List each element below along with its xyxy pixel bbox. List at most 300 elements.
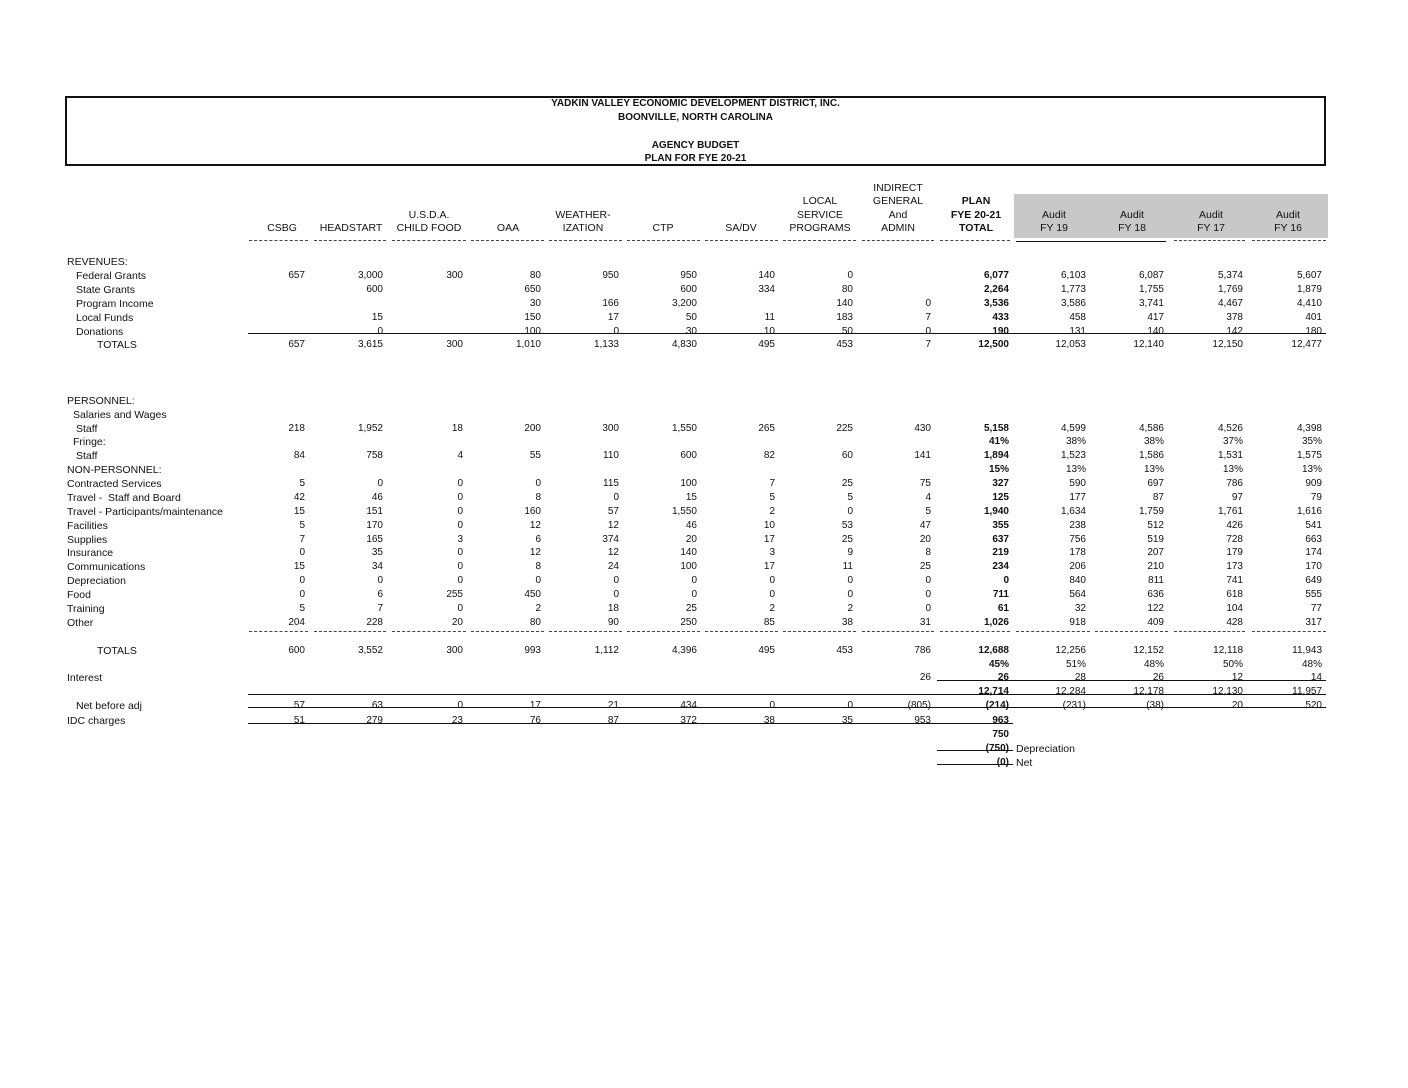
rule-line [549, 240, 622, 241]
rule-line [705, 631, 778, 632]
table-cell: 13% [1222, 464, 1243, 475]
table-cell: 8 [535, 492, 541, 503]
report-subtitle: PLAN FOR FYE 20-21 [644, 153, 747, 164]
rule-line [937, 750, 1013, 751]
table-cell: 458 [1069, 312, 1086, 323]
table-cell: 183 [836, 312, 853, 323]
table-cell: 0 [925, 575, 931, 586]
table-cell: 61 [997, 603, 1009, 614]
table-cell: 4,526 [1217, 423, 1243, 434]
table-cell: 12,130 [1212, 686, 1243, 697]
table-cell: 12,477 [1291, 339, 1322, 350]
table-cell: 409 [1147, 617, 1164, 628]
table-cell: 100 [680, 561, 697, 572]
table-cell: 24 [607, 561, 619, 572]
table-cell: 38 [763, 715, 775, 726]
table-cell: 250 [680, 617, 697, 628]
table-cell: 26 [1152, 672, 1164, 683]
table-cell: 180 [1305, 326, 1322, 337]
table-cell: 0 [377, 326, 383, 337]
rule-line [471, 631, 544, 632]
table-cell: 32 [1074, 603, 1086, 614]
table-cell: 1,575 [1296, 450, 1322, 461]
rule-line [940, 631, 1010, 632]
table-cell: 3 [769, 547, 775, 558]
table-cell: 0 [925, 589, 931, 600]
row-label: Food [67, 589, 91, 601]
table-cell: (231) [1062, 700, 1086, 711]
table-cell: 38% [1065, 436, 1086, 447]
table-cell: 7 [925, 339, 931, 350]
rule-line [314, 240, 386, 241]
table-cell: 0 [925, 603, 931, 614]
row-note: Net [1016, 757, 1033, 769]
table-cell: 5 [299, 478, 305, 489]
table-cell: 80 [841, 284, 853, 295]
table-cell: 374 [602, 534, 619, 545]
table-cell: 3,552 [357, 645, 383, 656]
row-label: IDC charges [67, 715, 126, 727]
table-cell: 0 [457, 506, 463, 517]
table-cell: 3,741 [1138, 298, 1164, 309]
table-cell: 1,879 [1296, 284, 1322, 295]
column-header: WEATHER- IZATION [555, 208, 611, 235]
table-cell: 3,000 [357, 270, 383, 281]
row-label: Depreciation [67, 575, 126, 587]
table-cell: 38% [1143, 436, 1164, 447]
table-cell: 600 [288, 645, 305, 656]
row-label: Federal Grants [76, 270, 147, 282]
table-cell: 50 [685, 312, 697, 323]
column-header: CTP [652, 222, 674, 235]
table-cell: 122 [1147, 603, 1164, 614]
rule-line [392, 631, 466, 632]
rule-line [862, 631, 934, 632]
table-cell: 317 [1305, 617, 1322, 628]
table-cell: 3,586 [1060, 298, 1086, 309]
table-cell: 173 [1226, 561, 1243, 572]
org-name: YADKIN VALLEY ECONOMIC DEVELOPMENT DISTRICT, INC. [551, 98, 840, 109]
rule-line [627, 631, 700, 632]
rule-line [1095, 631, 1168, 632]
table-cell: 5 [769, 492, 775, 503]
row-label: Staff [76, 423, 98, 435]
table-cell: 520 [1305, 700, 1322, 711]
column-header: HEADSTART [319, 222, 383, 235]
table-cell: 190 [992, 326, 1009, 337]
table-cell: 12 [1231, 672, 1243, 683]
table-cell: 0 [457, 520, 463, 531]
table-cell: 55 [529, 450, 541, 461]
table-cell: 38 [841, 617, 853, 628]
table-cell: 1,523 [1060, 450, 1086, 461]
table-cell: 23 [451, 715, 463, 726]
table-cell: 355 [992, 520, 1009, 531]
table-cell: 20 [685, 534, 697, 545]
table-cell: 600 [366, 284, 383, 295]
report-title: AGENCY BUDGET [651, 140, 740, 151]
table-cell: 25 [685, 603, 697, 614]
table-cell: 1,616 [1296, 506, 1322, 517]
table-cell: 30 [685, 326, 697, 337]
row-label: Local Funds [76, 312, 134, 324]
rule-line [248, 333, 1326, 334]
table-cell: 77 [1310, 603, 1322, 614]
table-cell: 13% [1143, 464, 1164, 475]
rule-line [783, 240, 856, 241]
table-cell: 265 [758, 423, 775, 434]
rule-line [705, 240, 778, 241]
table-cell: 12 [529, 520, 541, 531]
table-cell: 3,536 [983, 298, 1009, 309]
table-cell: 204 [288, 617, 305, 628]
table-cell: 5,374 [1217, 270, 1243, 281]
table-cell: 82 [763, 450, 775, 461]
table-cell: 210 [1147, 561, 1164, 572]
row-label: Communications [67, 561, 146, 573]
table-cell: 80 [529, 270, 541, 281]
table-cell: 45% [988, 659, 1009, 670]
table-cell: 950 [602, 270, 619, 281]
table-cell: 51% [1065, 659, 1086, 670]
row-label: Travel - Staff and Board [67, 492, 181, 504]
row-label: Fringe: [73, 436, 106, 448]
table-cell: 3 [457, 534, 463, 545]
table-cell: 6,087 [1138, 270, 1164, 281]
table-cell: 0 [769, 700, 775, 711]
table-cell: 0 [299, 547, 305, 558]
table-cell: 206 [1069, 561, 1086, 572]
column-header: Audit FY 19 [1040, 208, 1068, 235]
table-cell: 450 [524, 589, 541, 600]
rule-line [783, 631, 856, 632]
table-cell: 0 [535, 575, 541, 586]
table-cell: 42 [293, 492, 305, 503]
table-cell: 15 [293, 561, 305, 572]
table-cell: 4,398 [1296, 423, 1322, 434]
row-label: Insurance [67, 547, 114, 559]
table-cell: 5 [847, 492, 853, 503]
table-cell: 25 [841, 478, 853, 489]
table-cell: 26 [997, 672, 1009, 683]
table-cell: 300 [446, 270, 463, 281]
table-cell: 1,940 [983, 506, 1009, 517]
table-cell: 840 [1069, 575, 1086, 586]
table-cell: 950 [680, 270, 697, 281]
table-cell: 41% [988, 436, 1009, 447]
row-label: Interest [67, 672, 103, 684]
row-label: Salaries and Wages [73, 409, 167, 421]
row-label: Other [67, 617, 94, 629]
table-cell: 433 [992, 312, 1009, 323]
table-cell: 31 [919, 617, 931, 628]
table-cell: 4 [457, 450, 463, 461]
row-note: Depreciation [1016, 743, 1075, 755]
table-cell: 142 [1226, 326, 1243, 337]
table-cell: 15 [293, 506, 305, 517]
row-label: Program Income [76, 298, 154, 310]
table-cell: 11 [842, 561, 853, 572]
table-cell: 53 [841, 520, 853, 531]
rule-line [249, 631, 308, 632]
row-label: PERSONNEL: [67, 395, 135, 407]
table-cell: 104 [1226, 603, 1243, 614]
table-cell: 2 [769, 603, 775, 614]
table-cell: 728 [1226, 534, 1243, 545]
row-label: Contracted Services [67, 478, 162, 490]
table-cell: 6 [535, 534, 541, 545]
table-cell: 8 [535, 561, 541, 572]
table-cell: 3,200 [671, 298, 697, 309]
table-cell: 219 [992, 547, 1009, 558]
column-header: Audit FY 17 [1197, 208, 1225, 235]
table-cell: 4 [925, 492, 931, 503]
table-cell: (750) [985, 743, 1009, 754]
table-cell: 26 [919, 672, 931, 683]
table-cell: 255 [446, 589, 463, 600]
table-cell: 2 [847, 603, 853, 614]
table-cell: 1,531 [1217, 450, 1243, 461]
table-cell: 649 [1305, 575, 1322, 586]
table-cell: 5 [299, 603, 305, 614]
table-cell: 0 [457, 700, 463, 711]
table-cell: 28 [1074, 672, 1086, 683]
table-cell: 12,150 [1212, 339, 1243, 350]
table-cell: 0 [847, 700, 853, 711]
table-cell: 0 [847, 506, 853, 517]
table-cell: 5,158 [983, 423, 1009, 434]
org-location: BOONVILLE, NORTH CAROLINA [618, 112, 773, 123]
table-cell: 115 [603, 478, 619, 489]
column-header: Audit FY 18 [1118, 208, 1146, 235]
table-cell: 48% [1143, 659, 1164, 670]
table-cell: 1,550 [671, 423, 697, 434]
table-cell: 15% [988, 464, 1009, 475]
table-cell: 657 [288, 270, 305, 281]
table-cell: 0 [691, 575, 697, 586]
table-cell: 15 [685, 492, 697, 503]
row-label: Travel - Participants/maintenance [67, 506, 224, 518]
table-cell: 20 [451, 617, 463, 628]
table-cell: 512 [1147, 520, 1164, 531]
table-cell: 17 [607, 312, 619, 323]
table-cell: 7 [299, 534, 305, 545]
table-cell: 0 [1003, 575, 1009, 586]
table-cell: 200 [524, 423, 541, 434]
table-cell: 1,634 [1060, 506, 1086, 517]
table-cell: 10 [763, 326, 775, 337]
table-cell: 5 [925, 506, 931, 517]
table-cell: 0 [769, 575, 775, 586]
rule-line [248, 707, 1326, 708]
table-cell: 90 [607, 617, 619, 628]
row-label: TOTALS [97, 339, 137, 351]
table-cell: 12,053 [1055, 339, 1086, 350]
table-cell: 20 [1231, 700, 1243, 711]
table-cell: (805) [907, 700, 931, 711]
column-header: LOCAL SERVICE PROGRAMS [789, 195, 851, 235]
table-cell: 11,943 [1292, 645, 1322, 656]
table-cell: 4,410 [1296, 298, 1322, 309]
table-cell: 228 [366, 617, 383, 628]
table-cell: 4,599 [1060, 423, 1086, 434]
table-cell: 9 [847, 547, 853, 558]
table-cell: 811 [1148, 575, 1164, 586]
table-cell: 18 [607, 603, 619, 614]
table-cell: 279 [366, 715, 383, 726]
table-cell: 0 [925, 298, 931, 309]
table-cell: 12 [607, 520, 619, 531]
table-cell: 13% [1065, 464, 1086, 475]
table-cell: 48% [1301, 659, 1322, 670]
row-label: Facilities [67, 520, 108, 532]
table-cell: 495 [758, 339, 775, 350]
table-cell: 0 [613, 326, 619, 337]
table-cell: 17 [763, 561, 775, 572]
table-cell: 541 [1305, 520, 1322, 531]
table-cell: 918 [1069, 617, 1086, 628]
rule-line [1174, 631, 1245, 632]
table-cell: 141 [914, 450, 931, 461]
table-cell: 110 [603, 450, 619, 461]
table-cell: 1,759 [1138, 506, 1164, 517]
table-cell: 618 [1226, 589, 1243, 600]
table-cell: (0) [996, 757, 1009, 768]
table-cell: 4,586 [1138, 423, 1164, 434]
table-cell: 2 [535, 603, 541, 614]
table-cell: 2 [769, 506, 775, 517]
table-cell: 564 [1069, 589, 1086, 600]
table-cell: 11 [764, 312, 775, 323]
table-cell: 0 [299, 575, 305, 586]
rule-line [1016, 241, 1166, 242]
rule-line [940, 240, 1010, 241]
table-cell: 0 [299, 589, 305, 600]
column-header: Audit FY 16 [1274, 208, 1302, 235]
rule-line [937, 680, 1326, 681]
table-cell: 0 [457, 547, 463, 558]
column-header: PLAN FYE 20-21 TOTAL [950, 195, 1002, 235]
table-cell: 1,755 [1138, 284, 1164, 295]
rule-line [1252, 240, 1326, 241]
rule-line [1174, 240, 1245, 241]
rule-line [249, 240, 308, 241]
table-cell: 0 [535, 478, 541, 489]
row-label: Donations [76, 326, 124, 338]
table-cell: 758 [366, 450, 383, 461]
table-cell: 63 [371, 700, 383, 711]
row-label: Net before adj [76, 700, 142, 712]
table-cell: 657 [288, 339, 305, 350]
rule-line [937, 764, 1013, 765]
table-cell: 225 [836, 423, 853, 434]
table-cell: (38) [1146, 700, 1164, 711]
table-cell: 51 [293, 715, 305, 726]
table-cell: 60 [841, 450, 853, 461]
table-cell: 174 [1305, 547, 1322, 558]
rule-line [549, 631, 622, 632]
table-cell: 600 [680, 450, 697, 461]
table-cell: 160 [524, 506, 541, 517]
table-cell: 0 [847, 589, 853, 600]
row-label: Training [67, 603, 105, 615]
table-cell: 555 [1305, 589, 1322, 600]
table-cell: 165 [366, 534, 383, 545]
table-cell: 428 [1226, 617, 1243, 628]
table-cell: 140 [758, 270, 775, 281]
table-cell: 1,769 [1217, 284, 1243, 295]
table-cell: 170 [366, 520, 383, 531]
table-cell: 786 [914, 645, 931, 656]
table-cell: 7 [769, 478, 775, 489]
table-cell: 1,133 [593, 339, 619, 350]
column-header: INDIRECT GENERAL And ADMIN [872, 181, 924, 235]
table-cell: 12,688 [978, 645, 1009, 656]
table-cell: 131 [1069, 326, 1086, 337]
table-cell: 87 [607, 715, 619, 726]
table-cell: 963 [992, 715, 1009, 726]
table-cell: 87 [1152, 492, 1164, 503]
rule-line [392, 240, 466, 241]
table-cell: 6,077 [983, 270, 1009, 281]
table-cell: 12,256 [1055, 645, 1086, 656]
table-cell: 495 [758, 645, 775, 656]
table-cell: 177 [1069, 492, 1086, 503]
table-cell: 11,957 [1292, 686, 1322, 697]
rule-line [862, 240, 934, 241]
table-cell: 953 [914, 715, 931, 726]
table-cell: 430 [914, 423, 931, 434]
table-cell: 100 [524, 326, 541, 337]
row-label: State Grants [76, 284, 135, 296]
table-cell: 1,026 [983, 617, 1009, 628]
table-cell: 35 [841, 715, 853, 726]
table-cell: 13% [1301, 464, 1322, 475]
table-cell: 84 [293, 450, 305, 461]
table-cell: 234 [992, 561, 1009, 572]
table-cell: 1,761 [1217, 506, 1243, 517]
table-cell: 0 [377, 478, 383, 489]
table-cell: 1,112 [594, 645, 619, 656]
column-header: CSBG [267, 222, 297, 235]
row-label: REVENUES: [67, 256, 128, 268]
table-cell: 711 [992, 589, 1009, 600]
row-label: NON-PERSONNEL: [67, 464, 162, 476]
table-cell: 434 [680, 700, 697, 711]
row-label: TOTALS [97, 645, 137, 657]
table-cell: 12,118 [1213, 645, 1243, 656]
table-cell: 238 [1069, 520, 1086, 531]
table-cell: 46 [685, 520, 697, 531]
table-cell: 453 [836, 645, 853, 656]
table-cell: 37% [1222, 436, 1243, 447]
table-cell: 0 [377, 575, 383, 586]
table-cell: 97 [1231, 492, 1243, 503]
table-cell: 637 [992, 534, 1009, 545]
table-cell: 125 [992, 492, 1009, 503]
table-cell: 1,550 [671, 506, 697, 517]
table-cell: 0 [457, 492, 463, 503]
table-cell: 0 [847, 575, 853, 586]
table-cell: 170 [1305, 561, 1322, 572]
table-cell: 50% [1222, 659, 1243, 670]
table-cell: 1,773 [1060, 284, 1086, 295]
table-cell: 34 [371, 561, 383, 572]
table-cell: 50 [841, 326, 853, 337]
row-label: Supplies [67, 534, 108, 546]
table-cell: 35 [371, 547, 383, 558]
row-label: Staff [76, 450, 98, 462]
